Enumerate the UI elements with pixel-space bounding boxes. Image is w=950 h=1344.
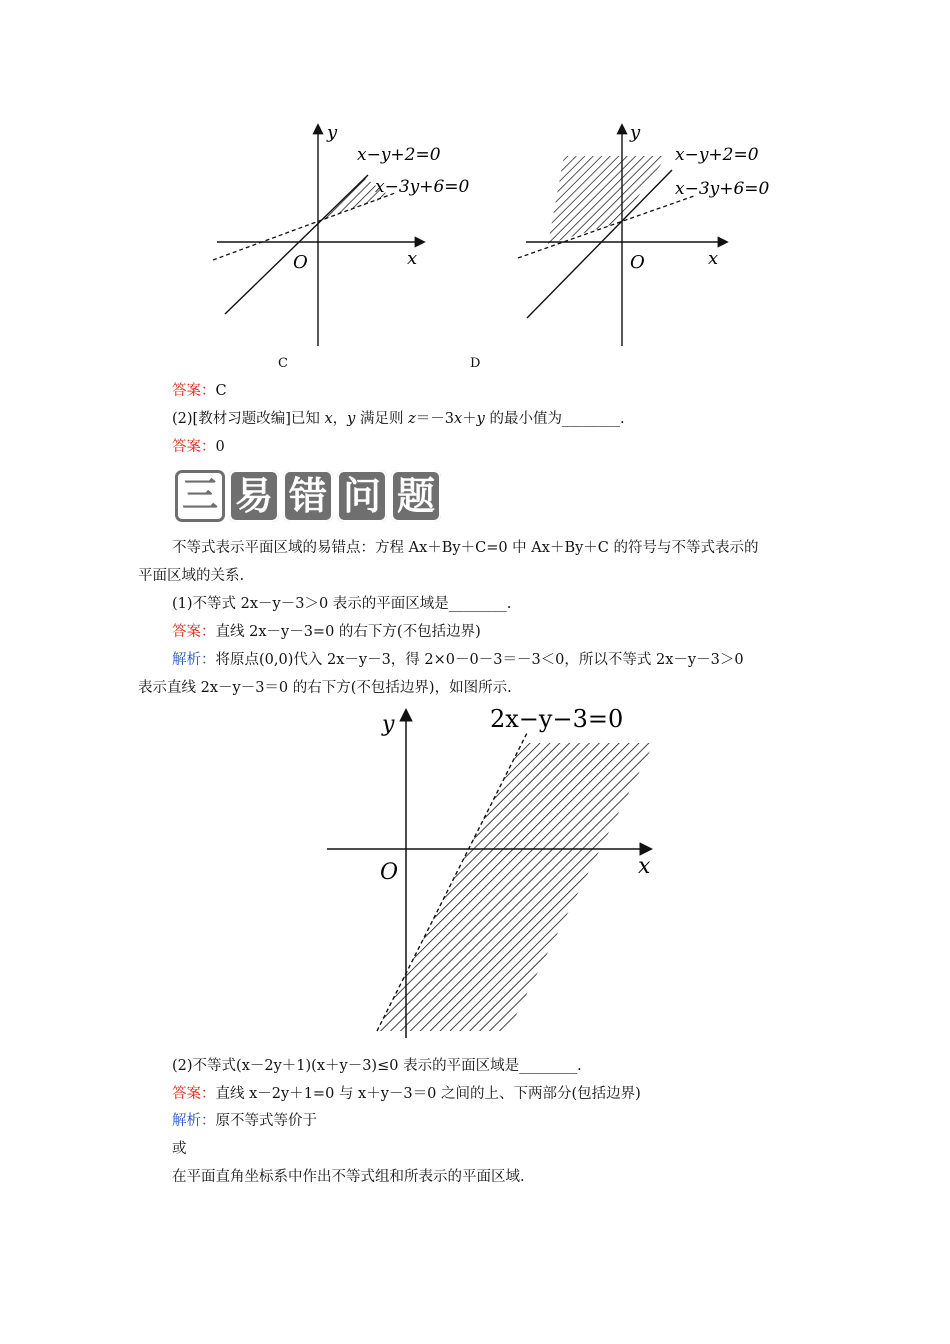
answer-value: C [215, 383, 227, 399]
answer-value: 0 [215, 439, 225, 455]
intro-line-1: 不等式表示平面区域的易错点：方程 Ax＋By＋C=0 中 Ax＋By＋C 的符号与不等式表示的 [172, 540, 759, 556]
line-x-minus-3y-plus-6 [213, 193, 395, 260]
origin-label: O [293, 252, 308, 273]
origin-label: O [380, 860, 399, 885]
figure-region-2x-y-3 [322, 703, 662, 1043]
line1-label: x−y+2=0 [357, 145, 441, 165]
line2-label: x−3y+6=0 [675, 179, 770, 199]
sub2-analysis: 解析：原不等式等价于 [172, 1113, 317, 1129]
figure-d-caption: D [470, 356, 481, 371]
origin-label: O [630, 252, 645, 273]
x-axis-label: x [708, 248, 719, 269]
banner-char-3: 错 [283, 470, 333, 522]
analysis-label: 解析： [172, 652, 216, 668]
sub1-answer: 答案：直线 2x－y－3=0 的右下方(不包括边界) [172, 624, 481, 640]
banner-char-1: 三 [175, 470, 225, 522]
sub1-question: (1)不等式 2x－y－3＞0 表示的平面区域是________. [172, 596, 512, 612]
sub2-answer: 答案：直线 x－2y＋1=0 与 x＋y－3＝0 之间的上、下两部分(包括边界) [172, 1086, 641, 1102]
line-x-minus-y-plus-2 [225, 175, 368, 314]
answer-label: 答案： [172, 1086, 216, 1102]
y-axis-label: y [327, 122, 338, 143]
shaded-region [377, 743, 654, 1031]
sub2-final: 在平面直角坐标系中作出不等式组和所表示的平面区域. [172, 1169, 525, 1185]
sub2-question: (2)不等式(x－2y＋1)(x＋y－3)≤0 表示的平面区域是________. [172, 1058, 582, 1074]
line1-label: x−y+2=0 [675, 145, 759, 165]
banner-char-5: 题 [391, 470, 441, 522]
x-axis-label: x [638, 854, 651, 879]
figure-d [512, 118, 774, 350]
line2-label: x−3y+6=0 [375, 177, 470, 197]
banner-char-4: 问 [337, 470, 387, 522]
analysis-label: 解析： [172, 1113, 216, 1129]
sub2-or: 或 [172, 1141, 187, 1157]
figure-c [205, 118, 470, 350]
x-axis-label: x [407, 248, 418, 269]
line-label: 2x−y−3=0 [490, 705, 624, 733]
answer-label: 答案： [172, 439, 216, 455]
section-banner [175, 470, 445, 522]
sub1-analysis-2: 表示直线 2x－y－3＝0 的右下方(不包括边界)，如图所示. [138, 680, 512, 696]
answer2 [172, 437, 225, 457]
answer1 [172, 381, 227, 401]
sub1-analysis-1: 解析：将原点(0,0)代入 2x－y－3，得 2×0－0－3＝－3＜0，所以不等式 2x－y－3＞0 [172, 652, 744, 668]
banner-char-2: 易 [229, 470, 279, 522]
y-axis-label: y [382, 712, 395, 737]
intro-line-2: 平面区域的关系. [138, 568, 245, 584]
answer-label: 答案： [172, 383, 216, 399]
shaded-region [548, 156, 667, 244]
y-axis-label: y [630, 122, 641, 143]
question-2: (2)[教材习题改编]已知 x，y 满足则 z＝－3x＋y 的最小值为________. [172, 411, 625, 427]
figure-c-caption: C [278, 356, 288, 371]
answer-label: 答案： [172, 624, 216, 640]
